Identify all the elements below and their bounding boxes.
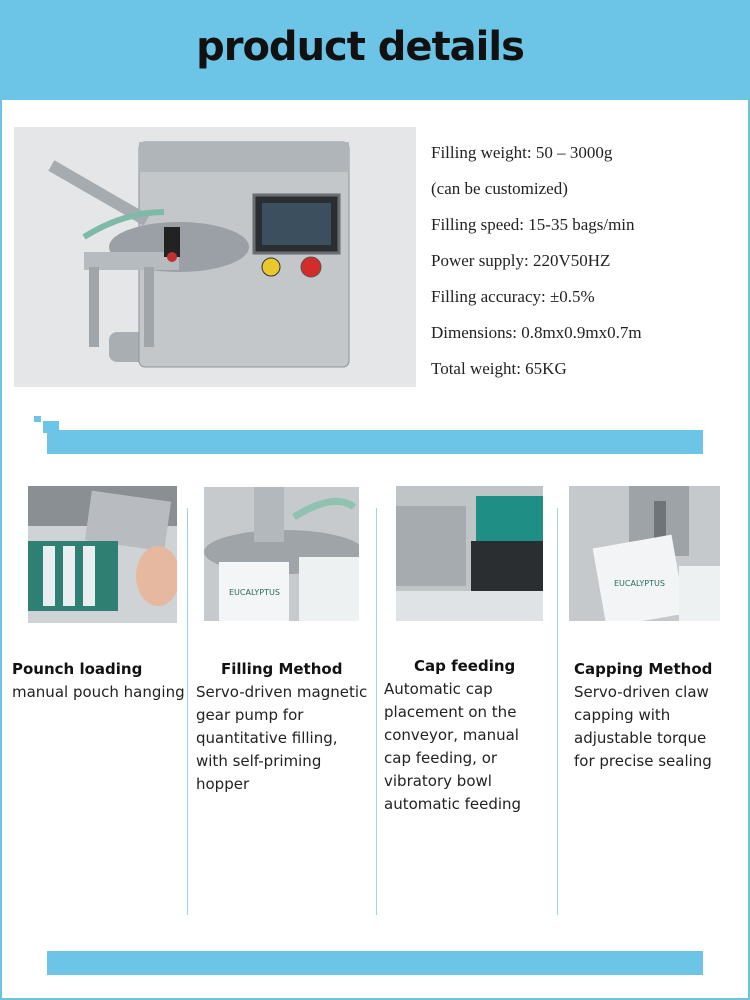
spec-power-supply: Power supply: 220V50HZ bbox=[431, 251, 611, 270]
spec-filling-accuracy: Filling accuracy: ±0.5% bbox=[431, 287, 595, 306]
feature-title-filling-method: Filling Method bbox=[221, 660, 343, 678]
machine-photo bbox=[14, 127, 416, 387]
feature-title-pouch-loading: Pounch loading bbox=[12, 660, 143, 678]
feature-title-capping-method: Capping Method bbox=[574, 660, 713, 678]
spec-customizable-note: (can be customized) bbox=[431, 179, 568, 198]
column-divider bbox=[376, 508, 377, 915]
feature-desc-filling-method: Servo-driven magnetic gear pump for quantitative filling, with self-priming hopper bbox=[196, 683, 368, 793]
feature-desc-cap-feeding: Automatic cap placement on the conveyor, manual cap feeding, or vibratory bowl automatic feeding bbox=[384, 680, 522, 813]
column-divider bbox=[187, 508, 188, 915]
filling-method-photo bbox=[204, 487, 359, 621]
pouch-loading-photo bbox=[28, 486, 177, 623]
header-banner bbox=[0, 0, 750, 100]
spec-filling-weight: Filling weight: 50 – 3000g bbox=[431, 143, 613, 162]
decorative-square-small bbox=[34, 416, 41, 422]
footer-divider-bar bbox=[47, 951, 703, 975]
capping-method-photo bbox=[569, 486, 720, 621]
spec-total-weight: Total weight: 65KG bbox=[431, 359, 567, 378]
svg-text:EUCALYPTUS: EUCALYPTUS bbox=[229, 588, 280, 597]
cap-feeding-photo bbox=[396, 486, 543, 621]
feature-title-cap-feeding: Cap feeding bbox=[414, 657, 516, 675]
svg-text:EUCALYPTUS: EUCALYPTUS bbox=[614, 579, 665, 588]
spec-list bbox=[431, 141, 731, 393]
column-divider bbox=[557, 508, 558, 915]
feature-desc-capping-method: Servo-driven claw capping with adjustable torque for precise sealing bbox=[574, 683, 712, 770]
feature-desc-pouch-loading: manual pouch hanging bbox=[12, 683, 185, 701]
page-title: product details bbox=[196, 24, 524, 70]
spec-filling-speed: Filling speed: 15-35 bags/min bbox=[431, 215, 635, 234]
spec-dimensions: Dimensions: 0.8mx0.9mx0.7m bbox=[431, 323, 642, 342]
section-divider-bar bbox=[47, 430, 703, 454]
